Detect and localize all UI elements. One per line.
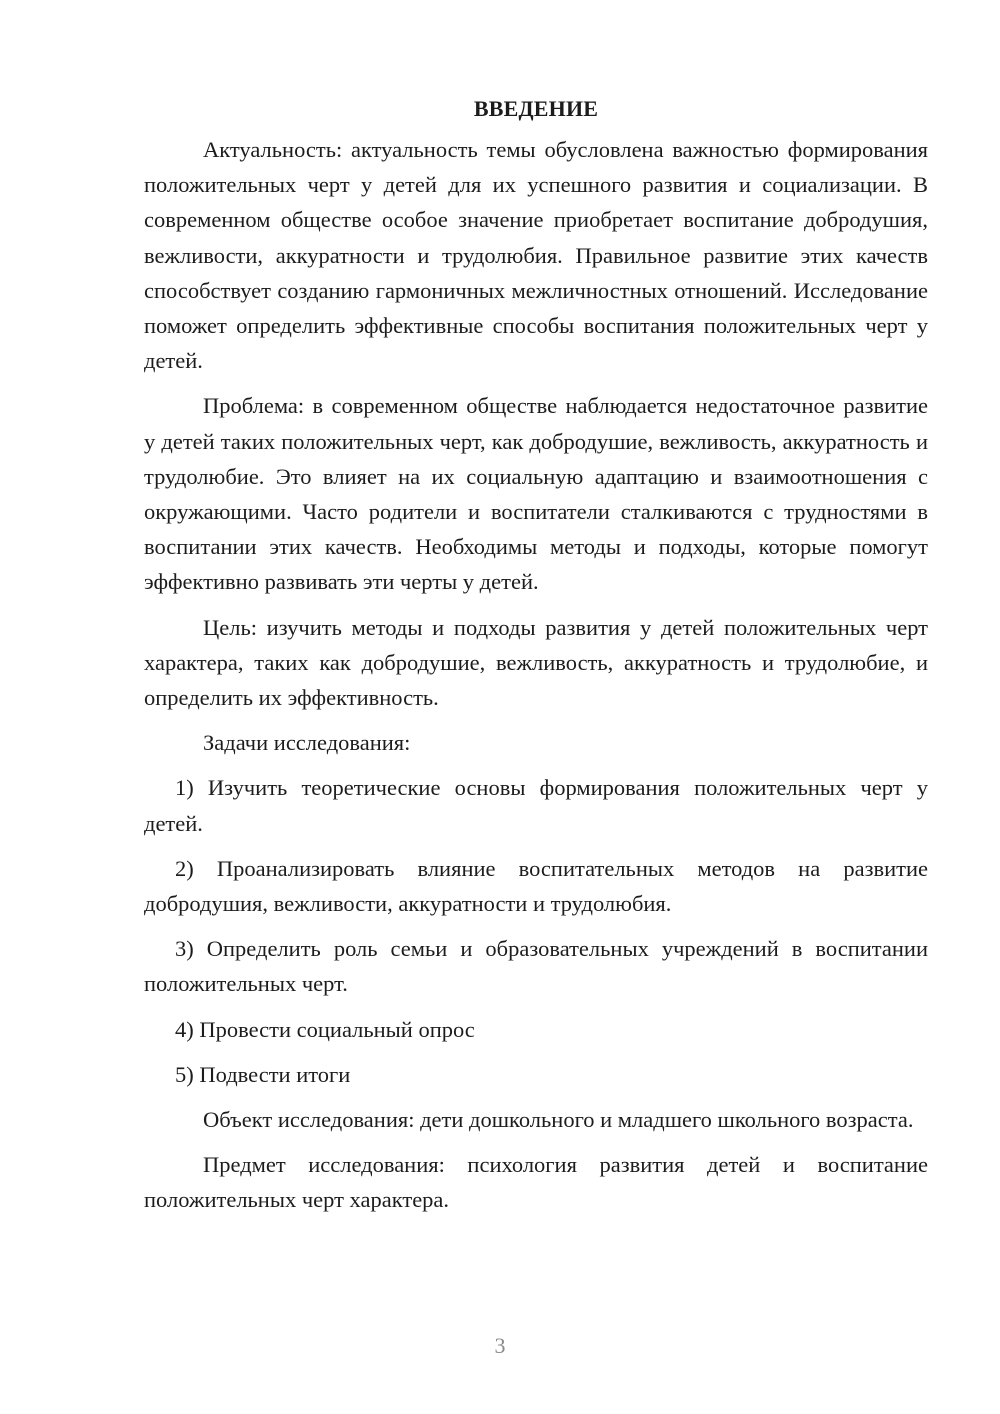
task-item-5: 5) Подвести итоги <box>175 1061 351 1087</box>
task-item-4: 4) Провести социальный опрос <box>175 1016 475 1042</box>
section-heading: ВВЕДЕНИЕ <box>473 96 599 121</box>
subject-paragraph: Предмет исследования: психология развития детей и воспитание положительных черт характера. <box>144 1152 928 1213</box>
goal-paragraph: Цель: изучить методы и подходы развития у детей положительных черт характера, таких как добродушие, вежливость, аккуратность и трудолюбие, и определить их эффективность. <box>144 614 928 711</box>
task-item-2: 2) Проанализировать влияние воспитательных методов на развитие добродушия, вежливости, аккуратности и трудолюбия. <box>144 855 928 917</box>
object-paragraph: Объект исследования: дети дошкольного и младшего школьного возраста. <box>203 1107 914 1133</box>
document-page <box>144 92 928 1228</box>
relevance-paragraph: Актуальность: актуальность темы обусловлена важностью формирования положительных черт у детей для их успешного развития и социализации. В современном обществе особое значение приобретает воспитание добродушия, вежливости, аккуратности и трудолюбия. Правильное развитие этих качеств способствует созданию гармоничных межличностных отношений. Исследование поможет определить эффективные способы воспитания положительных черт у детей. <box>144 137 928 374</box>
page-number: 3 <box>494 1333 506 1358</box>
problem-paragraph: Проблема: в современном обществе наблюдается недостаточное развитие у детей таких положительных черт, как добродушие, вежливость, аккуратность и трудолюбие. Это влияет на их социальную адаптацию и взаимоотношения с окружающими. Часто родители и воспитатели сталкиваются с трудностями в воспитании этих качеств. Необходимы методы и подходы, которые помогут эффективно развивать эти черты у детей. <box>144 393 928 595</box>
task-item-3: 3) Определить роль семьи и образовательных учреждений в воспитании положительных черт. <box>144 936 928 997</box>
task-item-1: 1) Изучить теоретические основы формирования положительных черт у детей. <box>144 775 928 836</box>
tasks-title: Задачи исследования: <box>203 730 411 756</box>
